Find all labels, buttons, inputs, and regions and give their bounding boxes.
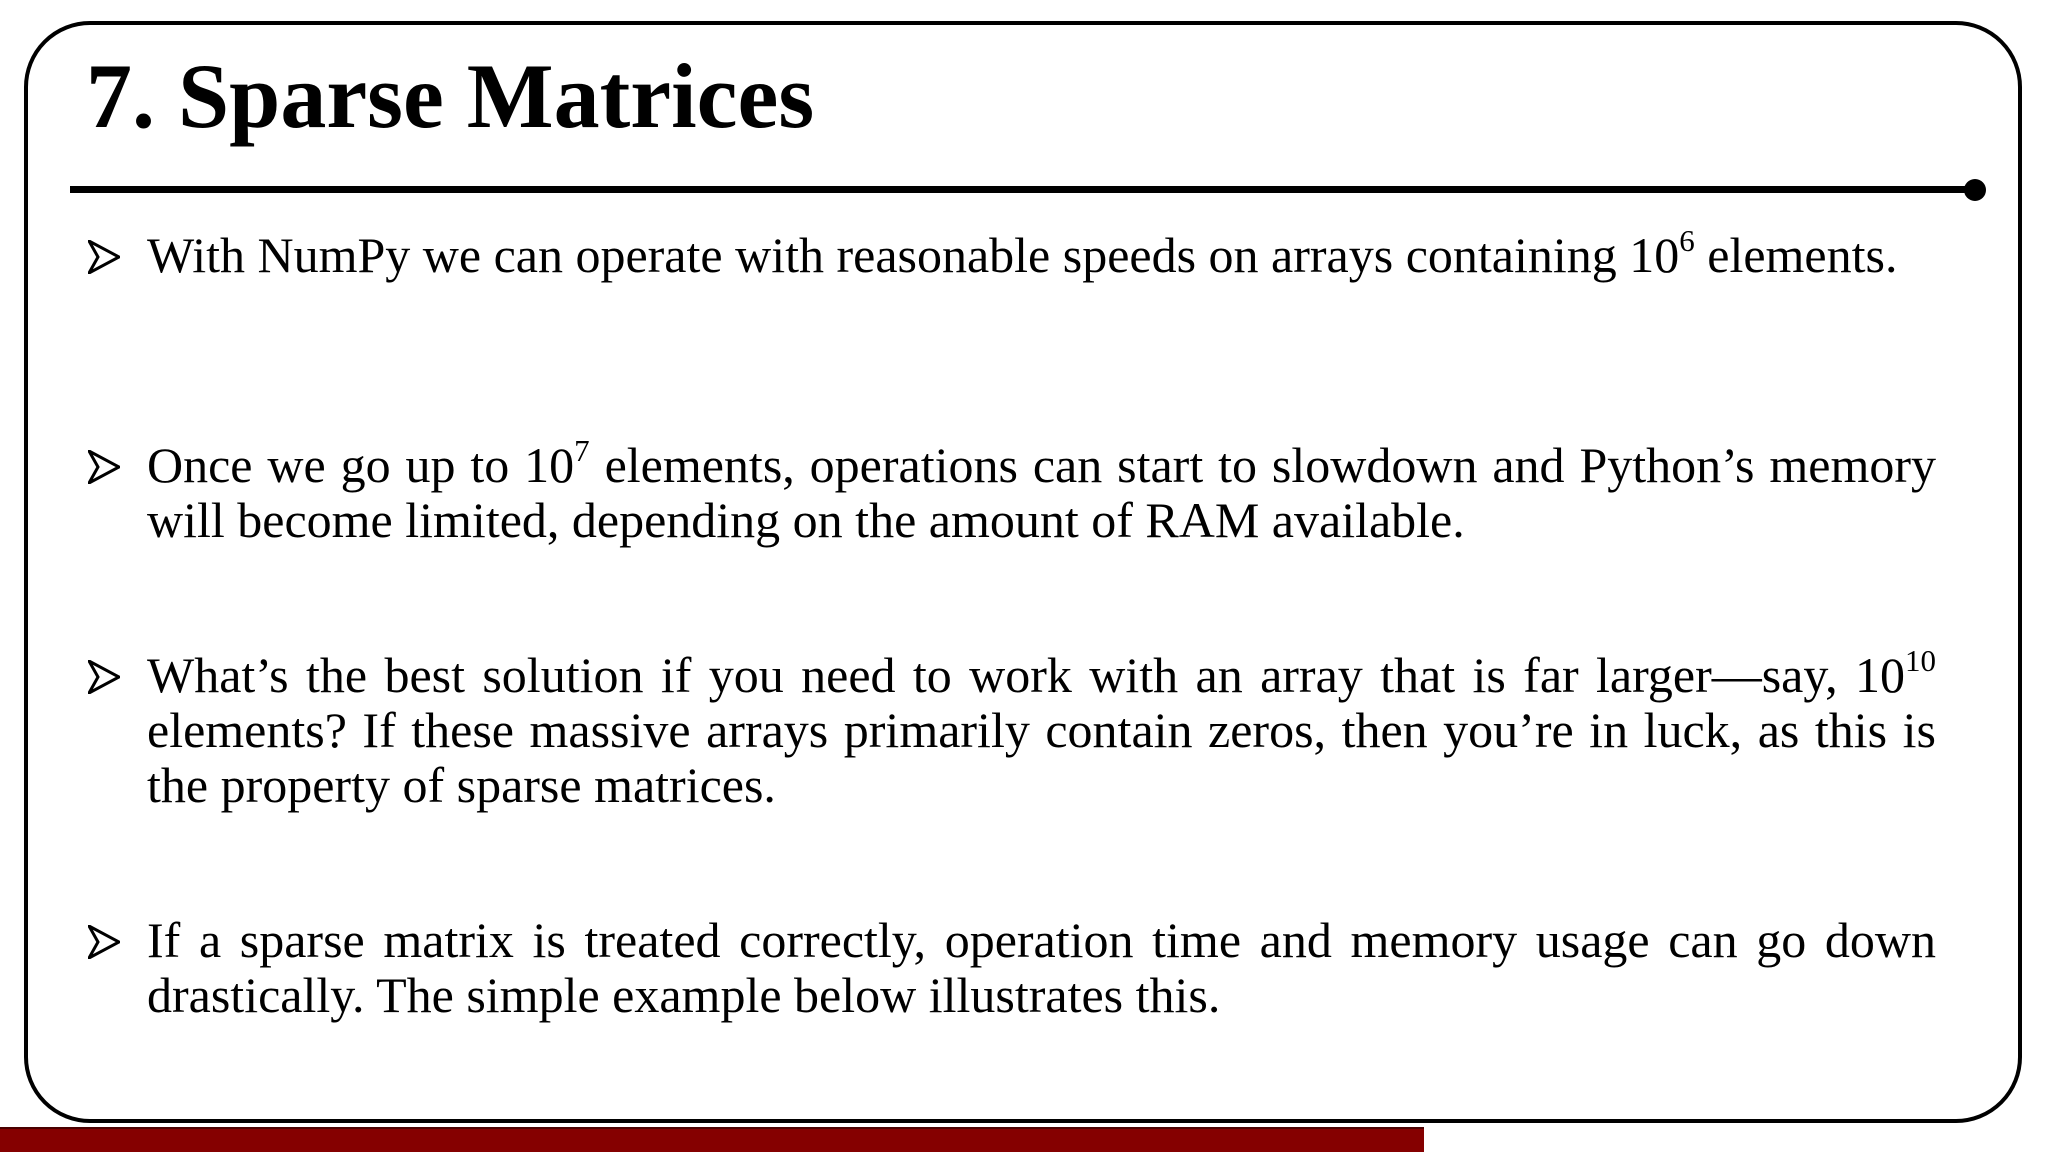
arrowhead-bullet-icon xyxy=(88,925,120,959)
bullet-text-3-tail: elements? If these massive arrays primarily contain zeros, then you’re in luck, as this is the property of sparse matrices. xyxy=(147,702,1936,813)
arrowhead-bullet-icon xyxy=(88,450,120,484)
arrowhead-bullet-icon xyxy=(88,240,120,274)
bullet-text-1 xyxy=(147,223,1936,283)
bullet-text-2 xyxy=(147,433,1937,548)
bullet-item-4 xyxy=(88,913,1936,1023)
bullet-text-2-tail: elements, operations can start to slowdown and Python’s memory will become limited, depending on the amount of RAM available. xyxy=(147,437,1937,548)
bullet-text-1-tail: elements. xyxy=(1694,227,1898,283)
bullet-text-1-exponent: 6 xyxy=(1679,223,1695,258)
title-rule xyxy=(70,186,1975,193)
bullet-text-3-lead: What’s the best solution if you need to work with an array that is far larger—say, 10 xyxy=(147,647,1905,703)
bullet-text-4: If a sparse matrix is treated correctly, operation time and memory usage can go down drastically. The simple example below illustrates this. xyxy=(147,912,1936,1023)
arrowhead-bullet-icon xyxy=(88,660,120,694)
bullet-text-1-lead: With NumPy we can operate with reasonable speeds on arrays containing 10 xyxy=(147,227,1680,283)
footer-bar xyxy=(0,1127,1424,1152)
bullet-text-3 xyxy=(147,643,1936,813)
title-rule-end-dot xyxy=(1964,179,1986,201)
slide-title: 7. Sparse Matrices xyxy=(86,45,815,147)
bullet-text-3-exponent: 10 xyxy=(1905,643,1936,678)
bullet-item-1 xyxy=(88,223,1936,283)
bullet-item-2 xyxy=(88,433,1937,548)
bullet-item-3 xyxy=(88,643,1936,813)
bullet-text-2-exponent: 7 xyxy=(574,433,590,468)
bullet-text-2-lead: Once we go up to 10 xyxy=(147,437,575,493)
